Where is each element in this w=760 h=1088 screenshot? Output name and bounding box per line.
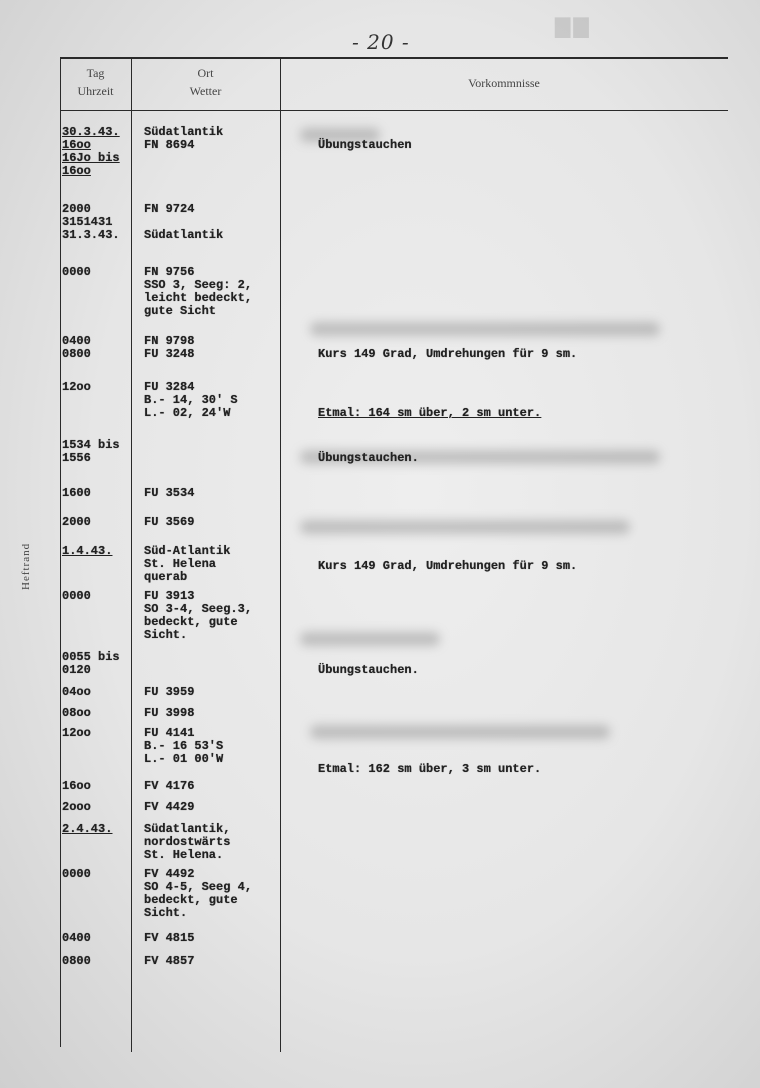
entry-time: 0000 <box>62 265 91 279</box>
entry-position: Südatlantik FN 8694 <box>144 125 224 152</box>
top-rule <box>60 57 728 59</box>
entry-position: FU 3913 SO 3-4, Seeg.3, bedeckt, gute Sicht. <box>144 589 253 642</box>
entry-time: 2000 3151431 31.3.43. <box>62 202 120 242</box>
entry-position: FU 3959 <box>144 685 195 699</box>
header-ort: Ort <box>197 66 214 80</box>
entry-event: Übungstauchen. <box>318 451 419 465</box>
entry-time: 1.4.43. <box>62 544 113 558</box>
entry-position: FU 4141 B.- 16 53'S L.- 01 00'W <box>144 726 224 766</box>
entry-event: Kurs 149 Grad, Umdrehungen für 9 sm. <box>318 347 578 361</box>
header-vorkommnisse: Vorkommnisse <box>468 76 540 90</box>
entry-time: 1534 bis 1556 <box>62 438 120 465</box>
entry-time: 0400 0800 <box>62 334 91 361</box>
header-rule <box>60 110 728 111</box>
entry-position: FU 3569 <box>144 515 195 529</box>
entry-event: Kurs 149 Grad, Umdrehungen für 9 sm. <box>318 559 578 573</box>
scan-artifact <box>300 632 440 646</box>
entry-position: FU 3284 B.- 14, 30' S L.- 02, 24'W <box>144 380 238 420</box>
entry-position: FV 4815 <box>144 931 195 945</box>
entry-time: 0000 <box>62 589 91 603</box>
entry-position: FN 9724 Südatlantik <box>144 202 224 242</box>
entry-event: Übungstauchen <box>318 138 412 152</box>
entry-time: 0055 bis 0120 <box>62 650 120 677</box>
entry-time: 12oo <box>62 380 91 394</box>
entry-position: Süd-Atlantik St. Helena querab <box>144 544 231 584</box>
header-tag-uhrzeit <box>60 64 131 100</box>
entry-position: FN 9756 SSO 3, Seeg: 2, leicht bedeckt, gute Sicht <box>144 265 253 318</box>
faint-stamp: ▇▇ <box>555 14 592 38</box>
margin-label: Heftrand <box>20 542 32 590</box>
header-uhrzeit: Uhrzeit <box>77 84 114 98</box>
entry-time: 08oo <box>62 706 91 720</box>
entry-time: 1600 <box>62 486 91 500</box>
scan-artifact <box>300 520 630 534</box>
entry-position: FV 4492 SO 4-5, Seeg 4, bedeckt, gute Sicht. <box>144 867 253 920</box>
header-ort-wetter <box>131 64 280 100</box>
entry-time: 0400 <box>62 931 91 945</box>
entry-position: FN 9798 FU 3248 <box>144 334 195 361</box>
page-number: - 20 - <box>352 30 410 54</box>
entry-position: FV 4176 <box>144 779 195 793</box>
entry-event: Übungstauchen. <box>318 663 419 677</box>
entry-time: 12oo <box>62 726 91 740</box>
entry-time: 0000 <box>62 867 91 881</box>
entry-time: 2000 <box>62 515 91 529</box>
entry-time: 2ooo <box>62 800 91 814</box>
entry-position: FV 4429 <box>144 800 195 814</box>
entry-position: FV 4857 <box>144 954 195 968</box>
entry-position: Südatlantik, nordostwärts St. Helena. <box>144 822 231 862</box>
entry-time: 2.4.43. <box>62 822 113 836</box>
entry-time: 30.3.43. 16oo 16Jo bis 16oo <box>62 125 120 178</box>
scan-artifact <box>310 322 660 336</box>
entry-time: 0800 <box>62 954 91 968</box>
entry-position: FU 3534 <box>144 486 195 500</box>
entry-time: 16oo <box>62 779 91 793</box>
entry-time: 04oo <box>62 685 91 699</box>
header-wetter: Wetter <box>189 84 222 98</box>
entry-event: Etmal: 162 sm über, 3 sm unter. <box>318 762 542 776</box>
column-divider-left <box>60 57 61 1047</box>
header-tag: Tag <box>86 66 105 80</box>
entry-event: Etmal: 164 sm über, 2 sm unter. <box>318 406 542 420</box>
entry-position: FU 3998 <box>144 706 195 720</box>
